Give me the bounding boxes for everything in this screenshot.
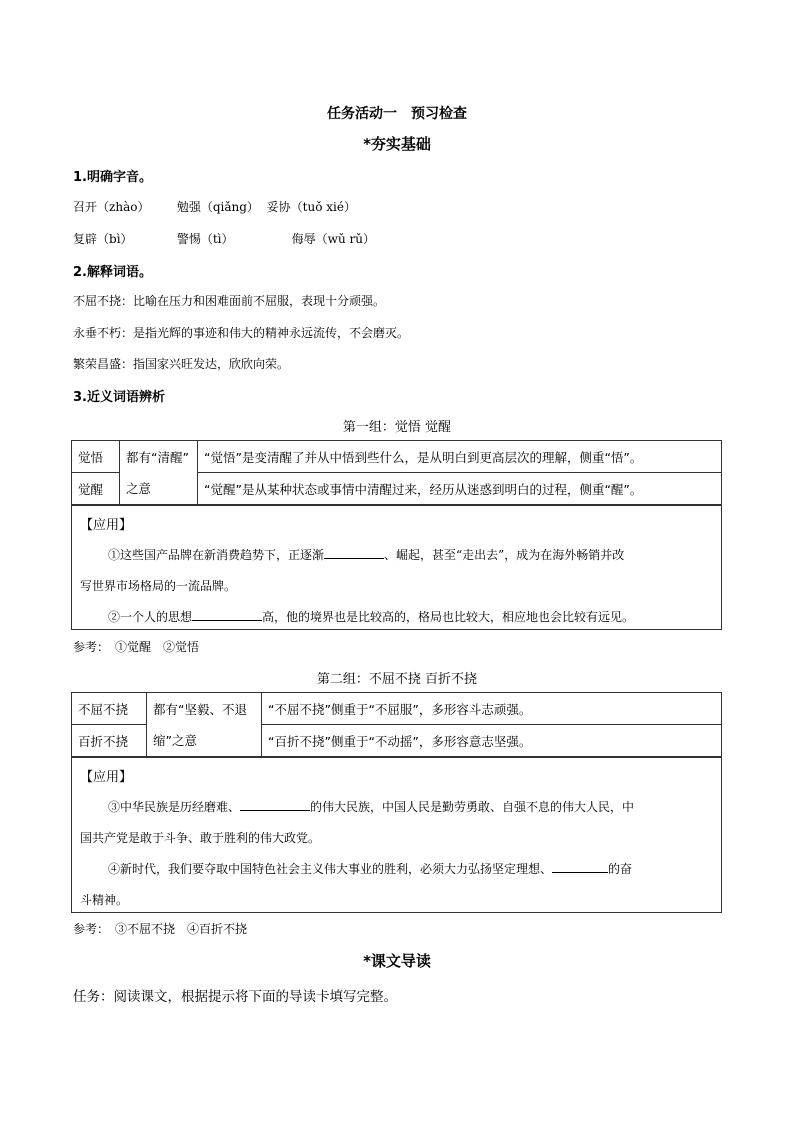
definition-item: 永垂不朽：是指光辉的事迹和伟大的精神永远流传，不会磨灭。 — [73, 326, 410, 340]
definition-item: 繁荣昌盛：指国家兴旺发达，欣欣向荣。 — [73, 357, 290, 371]
application-section — [72, 757, 721, 912]
guide-title: *课文导读 — [363, 952, 431, 970]
application-sentence-3-cont: 国共产党是敢于斗争、敢于胜利的伟大政党。 — [80, 831, 321, 845]
pronunciation-item: 妥协（tuǒ xié） — [266, 200, 356, 214]
application-sentence-3: ③中华民族是历经磨难、 的伟大民族，中国人民是勤劳勇敢、自强不息的伟大人民，中 — [108, 800, 635, 814]
shared-meaning-cell: 缩”之意 — [147, 725, 262, 757]
group-2-table — [72, 693, 721, 757]
section-title: *夯实基础 — [363, 135, 431, 153]
word-cell: 觉醒 — [72, 473, 120, 505]
application-label: 【应用】 — [80, 770, 133, 785]
table-row — [72, 473, 721, 505]
group-2-box — [71, 692, 722, 913]
application-section — [72, 505, 721, 629]
group-2-caption: 第二组：不屈不挠 百折不挠 — [316, 672, 478, 687]
definition-item: 不屈不挠：比喻在压力和困难面前不屈服，表现十分顽强。 — [73, 294, 386, 308]
pronunciation-item: 召开（zhào） — [73, 200, 150, 214]
application-label: 【应用】 — [80, 518, 133, 533]
pronunciation-item: 警惕（tì） — [176, 232, 234, 246]
pronunciation-item: 勉强（qiǎng） — [176, 200, 259, 214]
description-cell: “百折不挠”侧重于“不动摇”，多形容意志坚强。 — [262, 725, 722, 757]
group-1-caption: 第一组：觉悟 觉醒 — [342, 420, 452, 435]
pronunciation-row-2 — [73, 230, 375, 247]
answer-blank[interactable] — [240, 798, 310, 811]
application-sentence-4: ④新时代，我们要夺取中国特色社会主义伟大事业的胜利，必须大力弘扬坚定理想、 的奋 — [108, 862, 633, 876]
shared-meaning-cell: 之意 — [120, 473, 198, 505]
shared-meaning-cell: 都有“清醒” — [120, 441, 198, 473]
question-3-title: 3.近义词语辨析 — [73, 390, 165, 405]
group-2-reference: 参考： ③不屈不挠 ④百折不挠 — [73, 922, 248, 936]
group-1-reference: 参考： ①觉醒 ②觉悟 — [73, 640, 200, 654]
word-cell: 百折不挠 — [72, 725, 147, 757]
table-row — [72, 693, 721, 725]
word-cell: 不屈不挠 — [72, 693, 147, 725]
question-2-title: 2.解释词语。 — [73, 265, 152, 280]
table-row — [72, 725, 721, 757]
activity-title: 任务活动一 预习检查 — [327, 106, 467, 122]
application-sentence-2: ②一个人的思想 高，他的境界也是比较高的，格局也比较大，相应地也会比较有远见。 — [108, 610, 635, 624]
table-row — [72, 441, 721, 473]
pronunciation-item: 侮辱（wǔ rǔ） — [291, 232, 375, 246]
answer-blank[interactable] — [324, 546, 384, 559]
description-cell: “觉悟”是变清醒了并从中悟到些什么，是从明白到更高层次的理解，侧重“悟”。 — [198, 441, 722, 473]
question-1-title: 1.明确字音。 — [73, 170, 152, 185]
shared-meaning-cell: 都有“坚毅、不退 — [147, 693, 262, 725]
pronunciation-row-1 — [73, 198, 356, 215]
description-cell: “不屈不挠”侧重于“不屈服”，多形容斗志顽强。 — [262, 693, 722, 725]
answer-blank[interactable] — [552, 860, 608, 873]
guide-task: 任务：阅读课文，根据提示将下面的导读卡填写完整。 — [73, 989, 397, 1005]
group-1-box — [71, 440, 722, 630]
answer-blank[interactable] — [192, 608, 262, 621]
description-cell: “觉醒”是从某种状态或事情中清醒过来，经历从迷惑到明白的过程，侧重“醒”。 — [198, 473, 722, 505]
application-sentence-1-cont: 写世界市场格局的一流品牌。 — [80, 579, 237, 593]
pronunciation-item: 复辟（bì） — [73, 232, 133, 246]
group-1-table — [72, 441, 721, 505]
word-cell: 觉悟 — [72, 441, 120, 473]
application-sentence-1: ①这些国产品牌在新消费趋势下，正逐渐 、崛起，甚至“走出去”，成为在海外畅销并改 — [108, 548, 625, 562]
application-sentence-4-cont: 斗精神。 — [80, 893, 129, 907]
